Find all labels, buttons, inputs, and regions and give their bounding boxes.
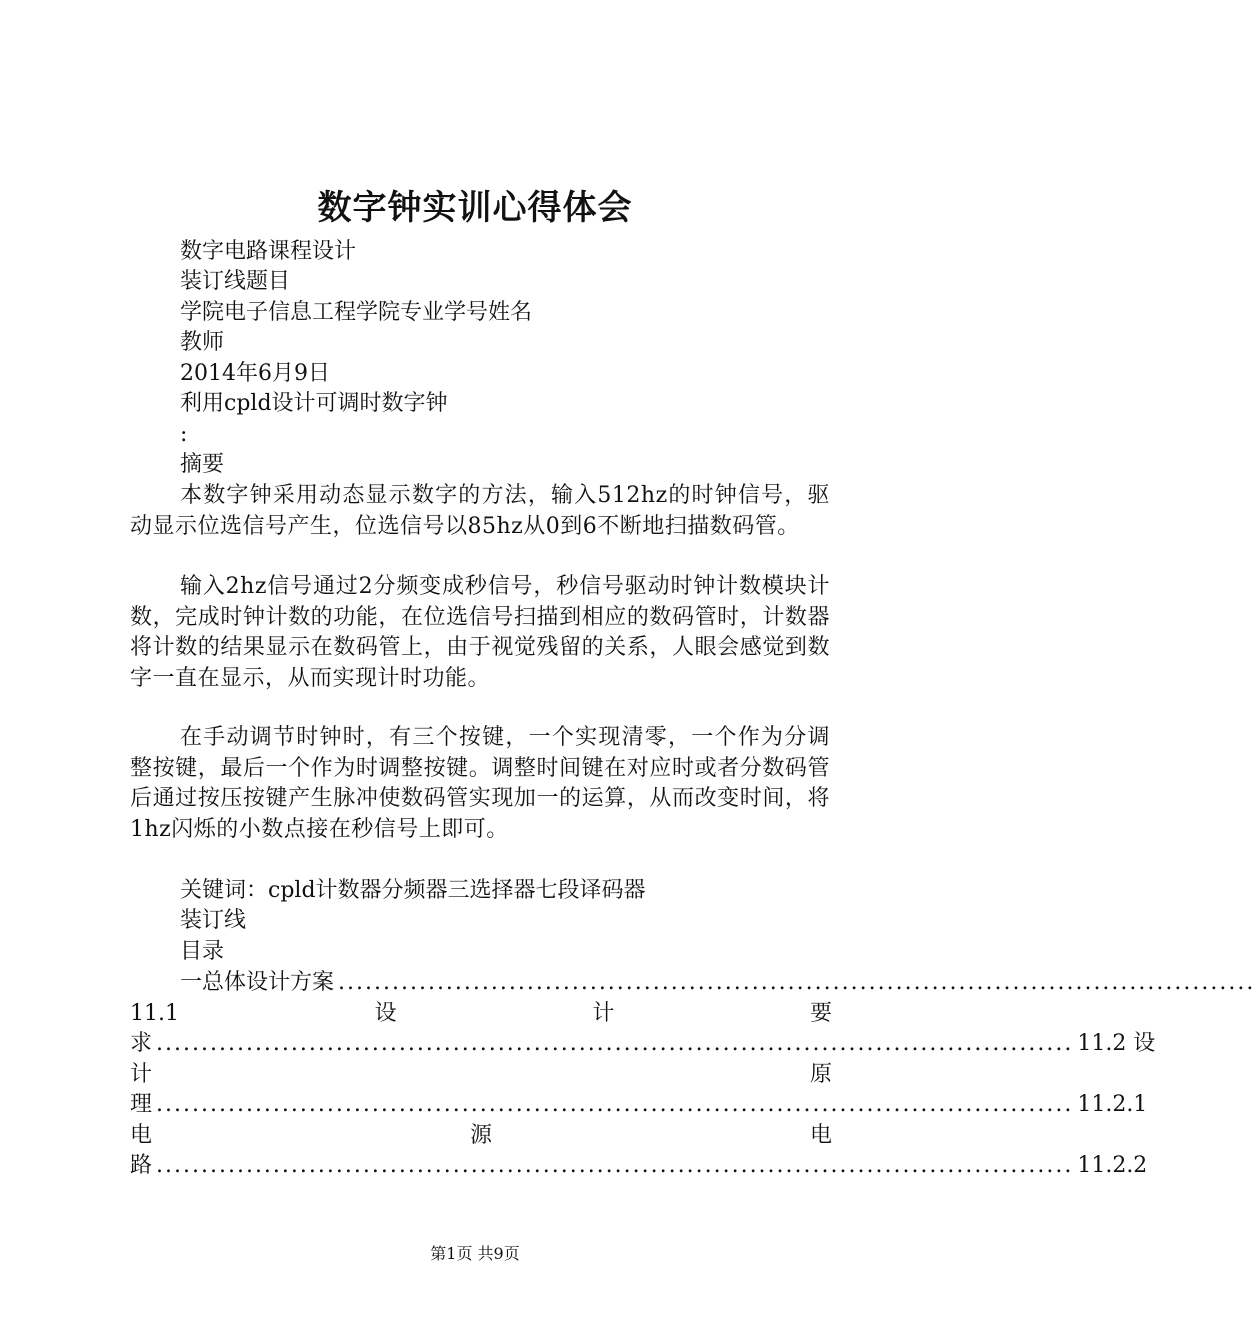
abstract-heading: 摘要 bbox=[180, 452, 225, 477]
toc-leader-dots: ...................................................................................................... bbox=[338, 970, 1255, 995]
subject-line: 利用cpld设计可调时数字钟 bbox=[180, 391, 448, 416]
toc-entry-text: 原 bbox=[809, 1061, 832, 1087]
abstract-paragraph-1: 本数字钟采用动态显示数字的方法，输入512hz的时钟信号，驱动显示位选信号产生，位选信号以85hz从0到6不断地扫描数码管。 bbox=[130, 483, 830, 539]
toc-heading: 目录 bbox=[180, 939, 225, 964]
abstract-paragraph-2: 输入2hz信号通过2分频变成秒信号，秒信号驱动时钟计数模块计数，完成时钟计数的功能，在位选信号扫描到相应的数码管时，计数器将计数的结果显示在数码管上，由于视觉残留的关系，人眼会感觉到数字一直在显示，从而实现计时功能。 bbox=[130, 574, 830, 691]
toc-entry-text: 计 bbox=[130, 1061, 153, 1087]
toc-entry-number: 11.2 设 bbox=[1077, 1031, 1156, 1056]
toc-entry-text: 求 bbox=[130, 1031, 153, 1056]
date-line: 2014年6月9日 bbox=[180, 361, 330, 386]
toc-leader-dots: ...................................................................................................... bbox=[156, 1153, 1074, 1178]
toc-entry-text: 理 bbox=[130, 1092, 153, 1117]
toc-leader-dots: ...................................................................................................... bbox=[156, 1031, 1074, 1056]
toc-entry bbox=[130, 1090, 1148, 1121]
document-title: 数字钟实训心得体会 bbox=[317, 188, 633, 228]
toc-leader-dots: ...................................................................................................... bbox=[156, 1092, 1074, 1117]
toc-entry-number: 11.1 bbox=[130, 1000, 179, 1026]
toc-entry-number: 11.2.2 bbox=[1077, 1153, 1148, 1178]
binding-line: 装订线 bbox=[180, 908, 247, 933]
keywords-line: 关键词：cpld计数器分频器三选择器七段译码器 bbox=[180, 878, 646, 903]
toc-entry-text: 源 bbox=[469, 1122, 492, 1148]
toc-entry-text: 要 bbox=[809, 1000, 832, 1026]
college-line: 学院电子信息工程学院专业学号姓名 bbox=[180, 300, 533, 325]
toc-entry bbox=[130, 968, 1255, 999]
toc-entry-text: 电 bbox=[809, 1122, 832, 1148]
toc-entry bbox=[130, 1151, 1148, 1182]
teacher-line: 教师 bbox=[180, 330, 225, 355]
colon-line: : bbox=[180, 422, 188, 447]
course-line: 数字电路课程设计 bbox=[180, 239, 357, 264]
toc-entry-label: 一总体设计方案 bbox=[180, 970, 335, 995]
toc-entry bbox=[130, 1121, 832, 1152]
toc-entry-text: 计 bbox=[592, 1000, 615, 1026]
abstract-paragraph-3: 在手动调节时钟时，有三个按键，一个实现清零，一个作为分调整按键，最后一个作为时调整按键。调整时间键在对应时或者分数码管后通过按压按键产生脉冲使数码管实现加一的运算，从而改变时间，将1hz闪烁的小数点接在秒信号上即可。 bbox=[130, 725, 830, 842]
toc-entry-text: 设 bbox=[374, 1000, 397, 1026]
toc-entry bbox=[130, 1060, 832, 1091]
toc-entry bbox=[130, 1029, 1156, 1060]
toc-entry-text: 电 bbox=[130, 1122, 153, 1148]
binding-title-line: 装订线题目 bbox=[180, 269, 291, 294]
table-of-contents bbox=[130, 968, 1255, 1182]
toc-entry-number: 11.2.1 bbox=[1077, 1092, 1148, 1117]
toc-entry-text: 路 bbox=[130, 1153, 153, 1178]
page-footer: 第1页 共9页 bbox=[430, 1244, 520, 1263]
toc-entry bbox=[130, 999, 832, 1030]
